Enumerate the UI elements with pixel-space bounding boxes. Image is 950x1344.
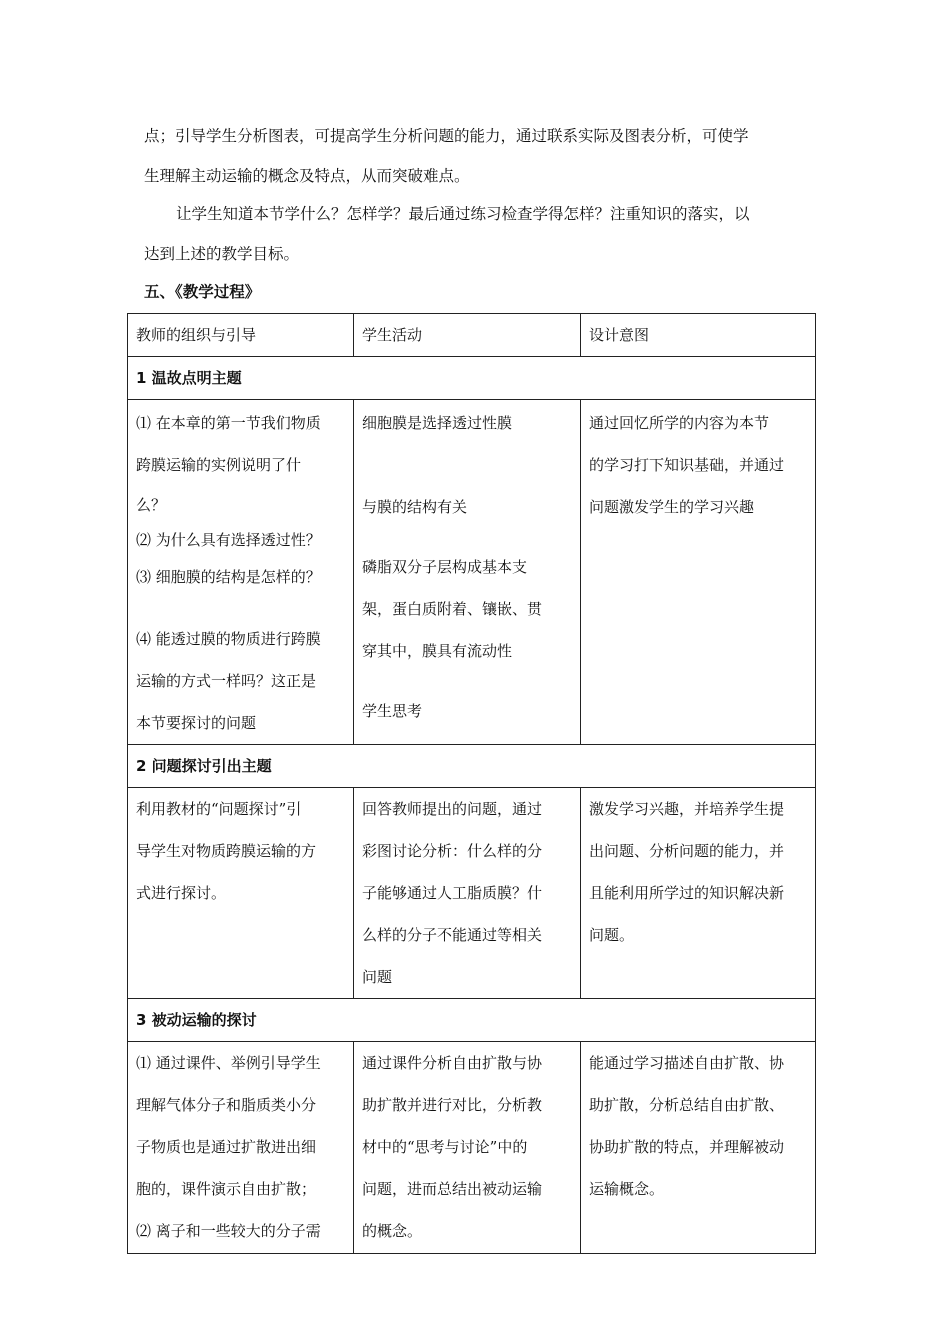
sec1-student-cell <box>354 400 581 745</box>
sec2-teacher-cell <box>128 788 354 999</box>
section-3-content-row <box>128 1042 816 1254</box>
sec3-student-line: 问题，进而总结出被动运输 <box>362 1180 543 1198</box>
sec3-teacher-line: 子物质也是通过扩散进出细 <box>136 1138 317 1156</box>
section-3-row <box>128 999 816 1042</box>
sec3-student-cell <box>354 1042 581 1254</box>
sec3-teacher-line: ⑵ 离子和一些较大的分子需 <box>136 1222 321 1240</box>
sec3-intent-line: 能通过学习描述自由扩散、协 <box>589 1054 785 1072</box>
section-1-content-row <box>128 400 816 745</box>
sec2-student-line: 问题 <box>362 968 393 986</box>
sec2-student-line: 么样的分子不能通过等相关 <box>362 926 543 944</box>
sec2-student-cell <box>354 788 581 999</box>
sec2-intent-cell <box>581 788 816 999</box>
intro-paragraph-2 <box>144 194 808 274</box>
sec2-teacher-line: 式进行探讨。 <box>136 884 227 902</box>
sec2-intent-line: 出问题、分析问题的能力，并 <box>589 842 785 860</box>
sec3-intent-line: 运输概念。 <box>589 1180 665 1198</box>
sec1-teacher-line: ⑵ 为什么具有选择透过性？ <box>136 531 321 549</box>
sec3-intent-line: 协助扩散的特点，并理解被动 <box>589 1138 785 1156</box>
sec1-student-line: 穿其中，膜具有流动性 <box>362 642 513 660</box>
sec2-student-line: 彩图讨论分析：什么样的分 <box>362 842 543 860</box>
sec3-intent-line: 助扩散，分析总结自由扩散、 <box>589 1096 785 1114</box>
sec3-teacher-line: ⑴ 通过课件、举例引导学生 <box>136 1054 321 1072</box>
sec1-teacher-line: 运输的方式一样吗？这正是 <box>136 672 317 690</box>
intro-p2-line-2: 达到上述的教学目标。 <box>144 245 300 263</box>
section-2-content-row <box>128 788 816 999</box>
header-teacher: 教师的组织与引导 <box>128 314 354 357</box>
sec1-teacher-line: 本节要探讨的问题 <box>136 714 257 732</box>
sec3-intent-cell <box>581 1042 816 1254</box>
sec3-student-line: 材中的“思考与讨论”中的 <box>362 1138 528 1156</box>
section-1-title: 1 温故点明主题 <box>128 357 816 400</box>
sec1-teacher-line: 么？ <box>136 496 167 514</box>
sec1-student-line: 与膜的结构有关 <box>362 498 468 516</box>
teaching-process-table <box>127 313 816 1254</box>
sec3-student-line: 通过课件分析自由扩散与协 <box>362 1054 543 1072</box>
intro-p1-line-1: 点；引导学生分析图表，可提高学生分析问题的能力，通过联系实际及图表分析，可使学 <box>144 127 749 145</box>
sec1-teacher-line: ⑷ 能透过膜的物质进行跨膜 <box>136 630 321 648</box>
intro-paragraph-1 <box>144 116 808 196</box>
section-heading: 五、《教学过程》 <box>144 283 261 301</box>
sec1-teacher-cell <box>128 400 354 745</box>
sec3-student-line: 助扩散并进行对比，分析教 <box>362 1096 543 1114</box>
sec2-teacher-line: 利用教材的“问题探讨”引 <box>136 800 302 818</box>
sec1-intent-cell <box>581 400 816 745</box>
section-2-row <box>128 745 816 788</box>
sec1-teacher-line: ⑴ 在本章的第一节我们物质 <box>136 414 321 432</box>
sec1-intent-line: 问题激发学生的学习兴趣 <box>589 498 755 516</box>
sec2-intent-line: 激发学习兴趣，并培养学生提 <box>589 800 785 818</box>
sec1-student-line: 架，蛋白质附着、镶嵌、贯 <box>362 600 543 618</box>
sec2-intent-line: 且能利用所学过的知识解决新 <box>589 884 785 902</box>
header-student: 学生活动 <box>354 314 581 357</box>
sec2-student-line: 子能够通过人工脂质膜？什 <box>362 884 543 902</box>
section-2-title: 2 问题探讨引出主题 <box>128 745 816 788</box>
table-header-row <box>128 314 816 357</box>
sec1-intent-line: 通过回忆所学的内容为本节 <box>589 414 770 432</box>
section-1-row <box>128 357 816 400</box>
header-intent: 设计意图 <box>581 314 816 357</box>
sec3-teacher-line: 胞的，课件演示自由扩散； <box>136 1180 317 1198</box>
intro-p2-line-1 <box>144 194 808 234</box>
sec1-student-line: 磷脂双分子层构成基本支 <box>362 558 528 576</box>
sec2-intent-line: 问题。 <box>589 926 635 944</box>
sec3-teacher-cell <box>128 1042 354 1254</box>
sec2-student-line: 回答教师提出的问题，通过 <box>362 800 543 818</box>
sec1-teacher-line: ⑶ 细胞膜的结构是怎样的？ <box>136 568 321 586</box>
intro-p2-line-1-text: 让学生知道本节学什么？怎样学？最后通过练习检查学得怎样？注重知识的落实，以 <box>176 205 750 223</box>
section-3-title: 3 被动运输的探讨 <box>128 999 816 1042</box>
intro-p1-line-2: 生理解主动运输的概念及特点，从而突破难点。 <box>144 167 470 185</box>
sec1-student-line: 细胞膜是选择透过性膜 <box>362 414 513 432</box>
sec1-teacher-line: 跨膜运输的实例说明了什 <box>136 456 302 474</box>
sec3-teacher-line: 理解气体分子和脂质类小分 <box>136 1096 317 1114</box>
sec1-student-line: 学生思考 <box>362 702 423 720</box>
sec1-intent-line: 的学习打下知识基础，并通过 <box>589 456 785 474</box>
sec3-student-line: 的概念。 <box>362 1222 423 1240</box>
sec2-teacher-line: 导学生对物质跨膜运输的方 <box>136 842 317 860</box>
